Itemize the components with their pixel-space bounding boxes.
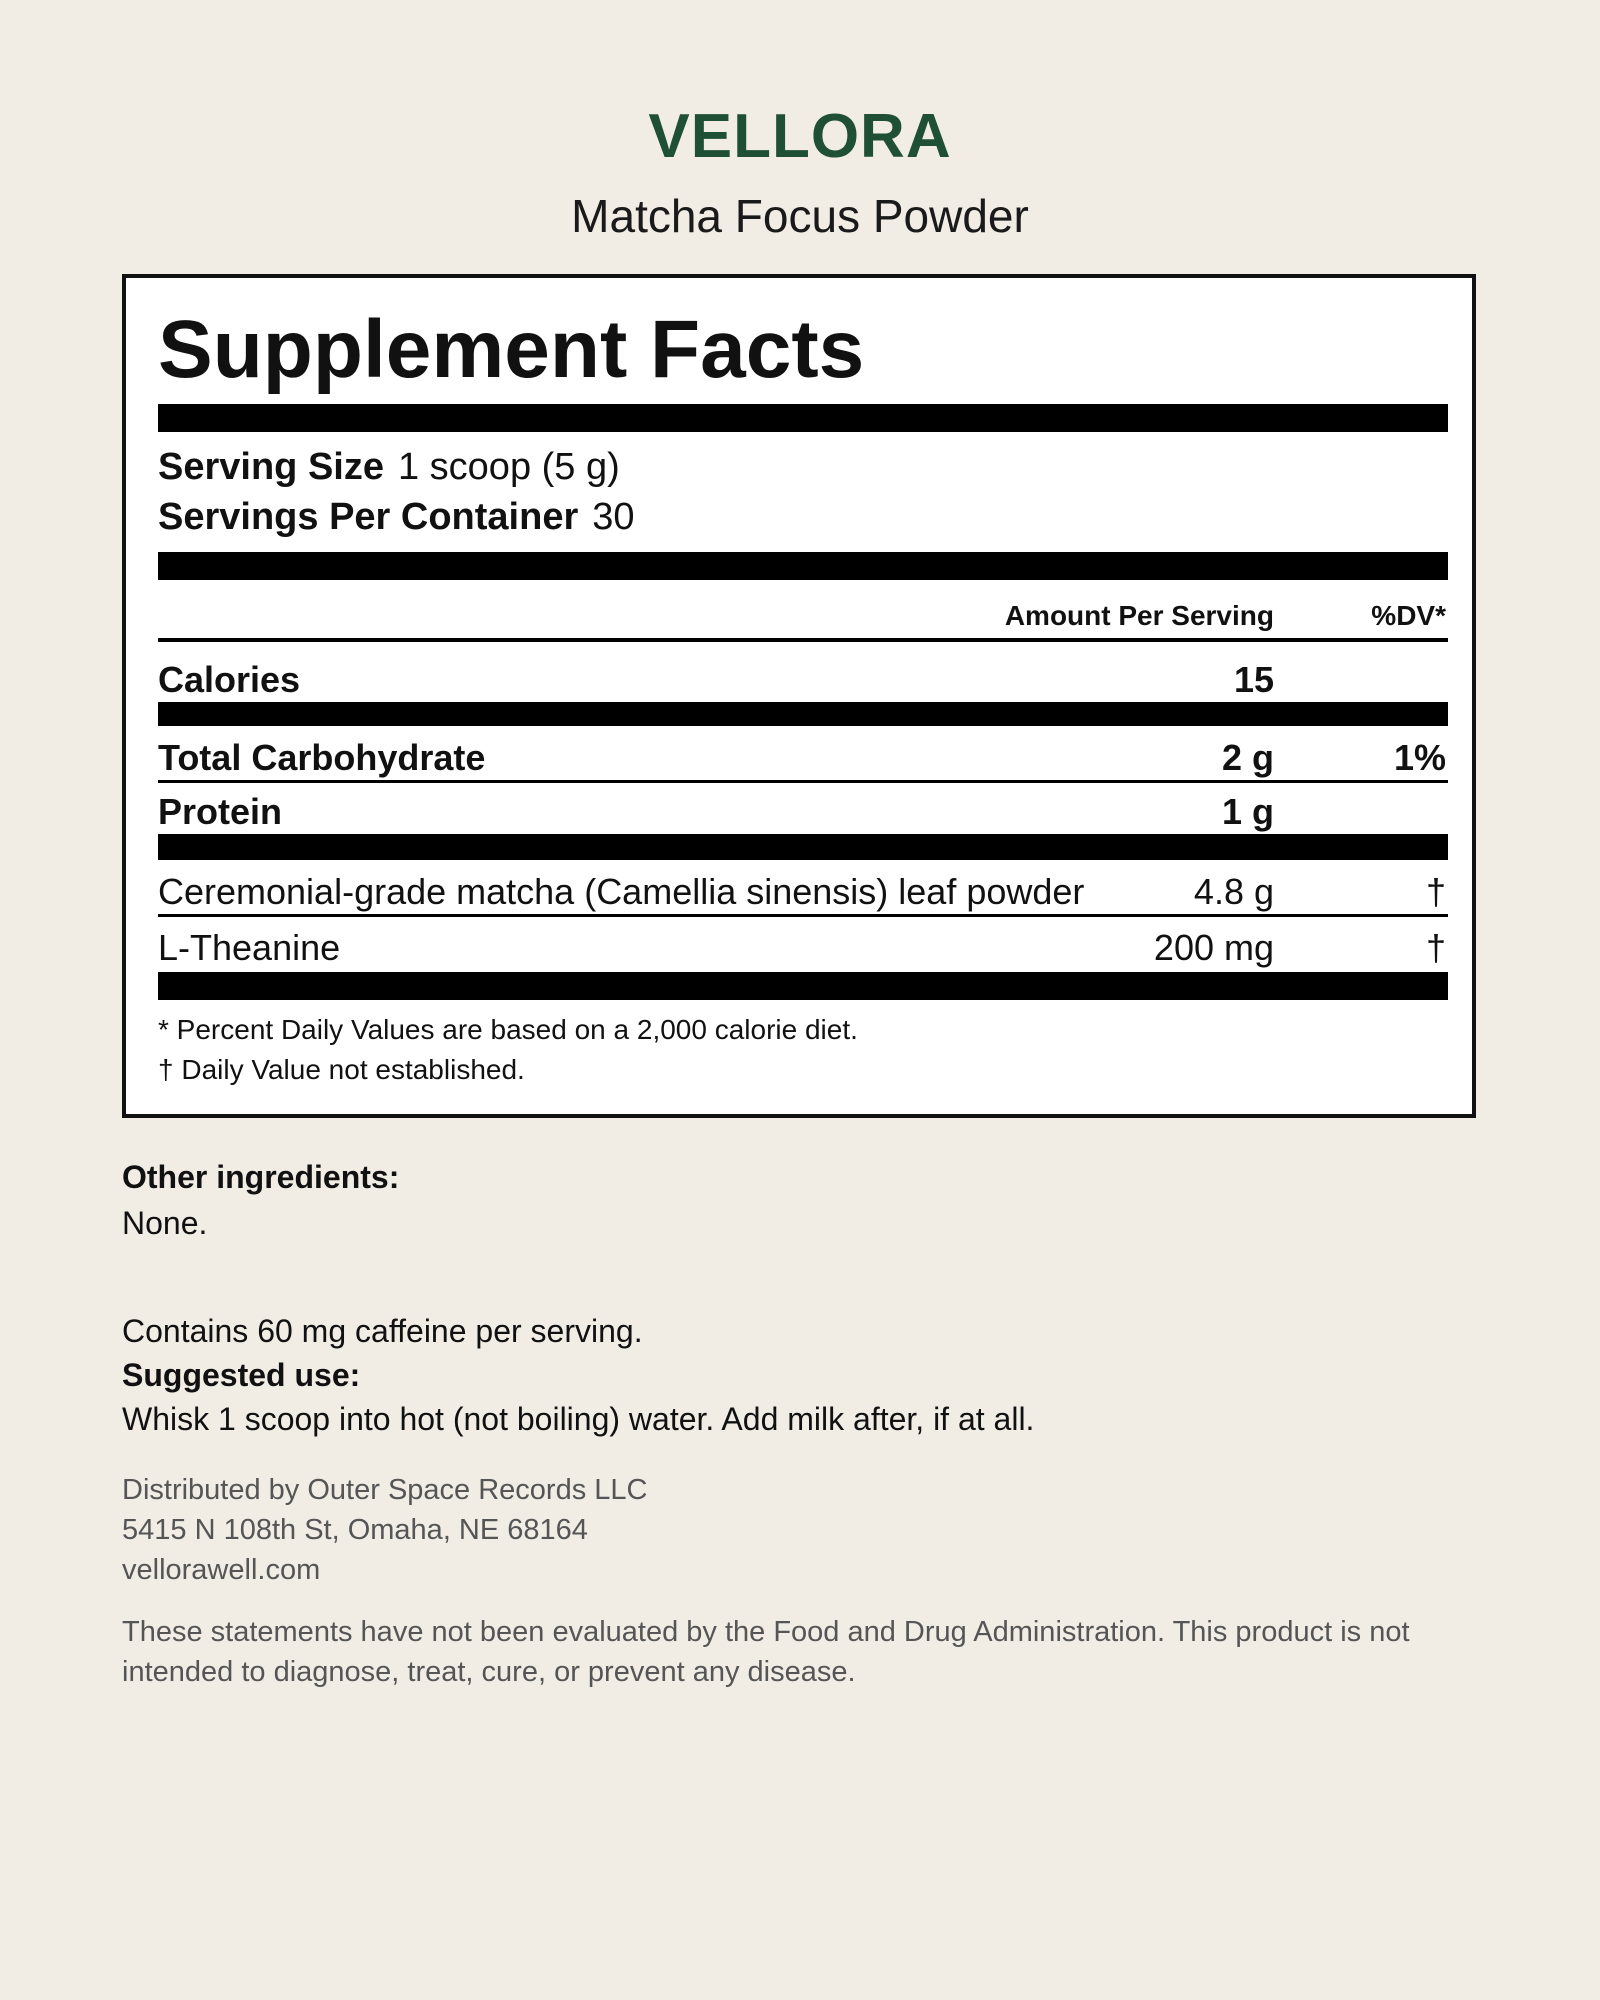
supplement-facts-panel — [122, 274, 1476, 1118]
caffeine-statement: Contains 60 mg caffeine per serving. — [122, 1313, 643, 1349]
serving-size-label: Serving Size — [158, 446, 384, 488]
ingredient-row-theanine — [158, 922, 1448, 974]
other-ingredients-value: None. — [122, 1205, 208, 1241]
ingredient-name: Ceremonial-grade matcha (Camellia sinensis) leaf powder — [158, 871, 1085, 912]
divider-thick — [158, 972, 1448, 1000]
divider-thick — [158, 552, 1448, 580]
distributor-website: vellorawell.com — [122, 1554, 321, 1586]
divider-thin — [158, 638, 1448, 642]
divider-thick — [158, 404, 1448, 432]
footnote-dagger: † Daily Value not established. — [158, 1054, 525, 1085]
serving-size-value: 1 scoop (5 g) — [397, 446, 620, 488]
nutrient-name: Total Carbohydrate — [158, 737, 486, 778]
suggested-use-label: Suggested use: — [122, 1357, 361, 1393]
distributor-address: 5415 N 108th St, Omaha, NE 68164 — [122, 1514, 588, 1546]
brand-name: VELLORA — [648, 102, 952, 171]
nutrient-row-carbohydrate — [158, 732, 1448, 784]
ingredient-amount: 4.8 g — [1193, 871, 1274, 912]
ingredient-dv: † — [1425, 927, 1446, 968]
ingredient-amount: 200 mg — [1153, 927, 1274, 968]
nutrient-amount: 1 g — [1221, 791, 1274, 832]
nutrient-name: Protein — [158, 791, 283, 832]
footnote-dv: * Percent Daily Values are based on a 2,000 calorie diet. — [158, 1014, 858, 1045]
divider-thick — [158, 702, 1448, 726]
column-dv-header: %DV* — [1371, 600, 1446, 631]
ingredient-dv: † — [1425, 871, 1446, 912]
divider-thin — [158, 914, 1448, 917]
ingredient-row-matcha — [158, 866, 1448, 918]
product-name: Matcha Focus Powder — [571, 190, 1029, 242]
ingredient-name: L-Theanine — [158, 927, 341, 968]
servings-per-container-value: 30 — [592, 496, 635, 538]
fda-disclaimer: These statements have not been evaluated by the Food and Drug Administration. This product is not intended to diagnose, treat, cure, or prevent any disease. — [122, 1616, 1410, 1688]
servings-per-container-label: Servings Per Container — [158, 496, 579, 538]
column-header-row — [158, 590, 1448, 642]
divider-thin — [158, 780, 1448, 783]
nutrient-amount: 2 g — [1221, 737, 1274, 778]
suggested-use-value: Whisk 1 scoop into hot (not boiling) water. Add milk after, if at all. — [122, 1401, 1035, 1437]
nutrient-row-protein — [158, 786, 1448, 838]
serving-size — [158, 442, 1448, 492]
facts-title: Supplement Facts — [158, 304, 865, 395]
nutrient-amount: 15 — [1233, 659, 1274, 700]
divider-thick — [158, 834, 1448, 860]
other-ingredients-label: Other ingredients: — [122, 1159, 400, 1195]
column-amount-header: Amount Per Serving — [1004, 600, 1274, 631]
nutrient-dv: 1% — [1393, 737, 1446, 778]
nutrient-row-calories — [158, 654, 1448, 706]
servings-per-container — [158, 492, 1448, 542]
distributor-name: Distributed by Outer Space Records LLC — [122, 1474, 648, 1506]
nutrient-name: Calories — [158, 659, 301, 700]
